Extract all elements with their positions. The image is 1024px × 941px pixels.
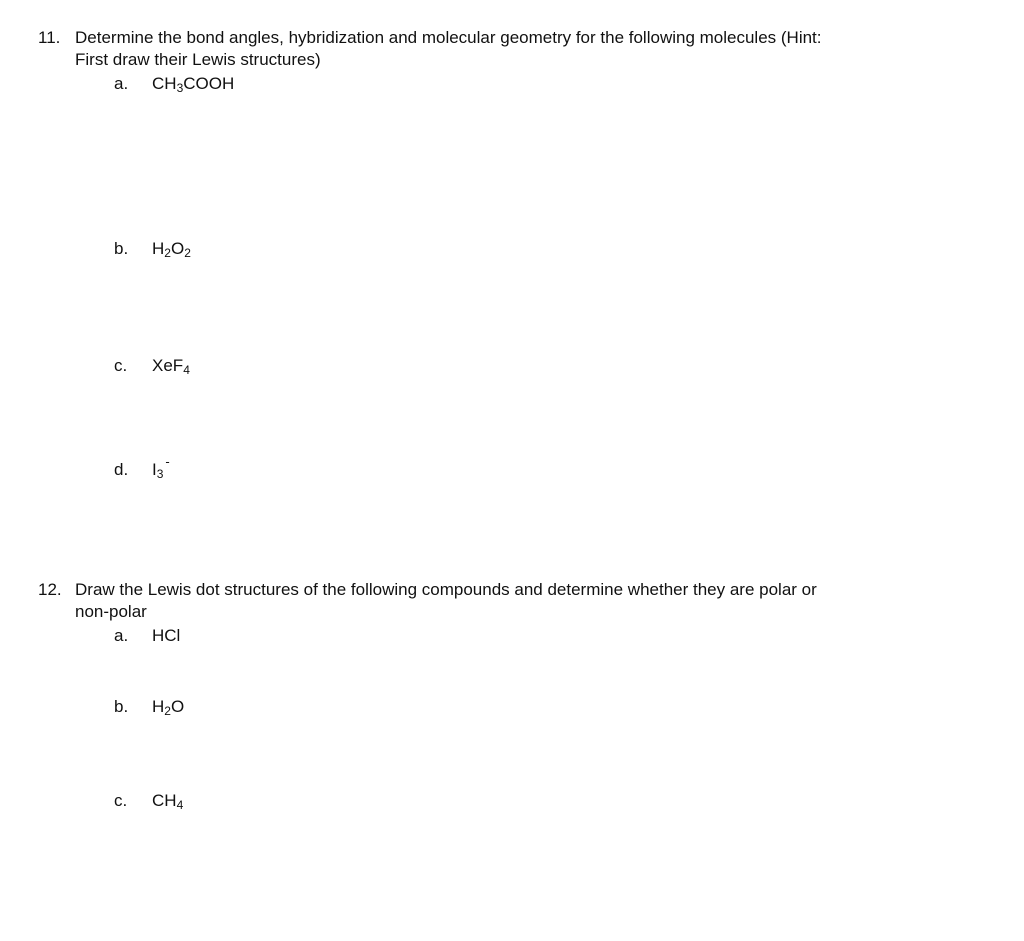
q11-item-a xyxy=(114,72,234,96)
formula: $CH_4$ xyxy=(152,791,184,812)
item-letter: a. xyxy=(114,74,129,93)
item-letter: c. xyxy=(114,791,128,810)
item-letter: b. xyxy=(114,239,129,258)
prompt-line: Draw the Lewis dot structures of the following compounds and determine whether they are polar or xyxy=(75,580,817,599)
question-12 xyxy=(38,579,968,623)
formula: $H_2O_2$ xyxy=(152,239,191,260)
formula: HCl xyxy=(152,626,181,645)
item-letter: a. xyxy=(114,626,129,645)
question-11 xyxy=(38,27,968,71)
question-prompt xyxy=(75,579,968,623)
item-letter: c. xyxy=(114,356,128,375)
question-number: 12. xyxy=(38,580,62,599)
q11-item-c xyxy=(114,354,190,378)
formula: $I_3^-$ xyxy=(152,454,170,481)
formula: $CH_3COOH$ xyxy=(152,74,235,95)
item-letter: b. xyxy=(114,697,129,716)
prompt-line: Determine the bond angles, hybridization and molecular geometry for the following molecules (Hint: xyxy=(75,28,822,47)
q11-item-b xyxy=(114,237,191,261)
prompt-line: First draw their Lewis structures) xyxy=(75,50,321,69)
question-prompt xyxy=(75,27,968,71)
question-number: 11. xyxy=(38,28,61,47)
q12-item-b xyxy=(114,695,184,719)
q12-item-a xyxy=(114,624,180,648)
prompt-line: non-polar xyxy=(75,602,147,621)
formula: XeF$_4$ xyxy=(152,356,190,377)
item-letter: d. xyxy=(114,460,129,479)
charge-sign: - xyxy=(165,454,170,469)
q11-item-d xyxy=(114,454,170,482)
q12-item-c xyxy=(114,789,183,813)
formula: $H_2O$ xyxy=(152,697,185,718)
